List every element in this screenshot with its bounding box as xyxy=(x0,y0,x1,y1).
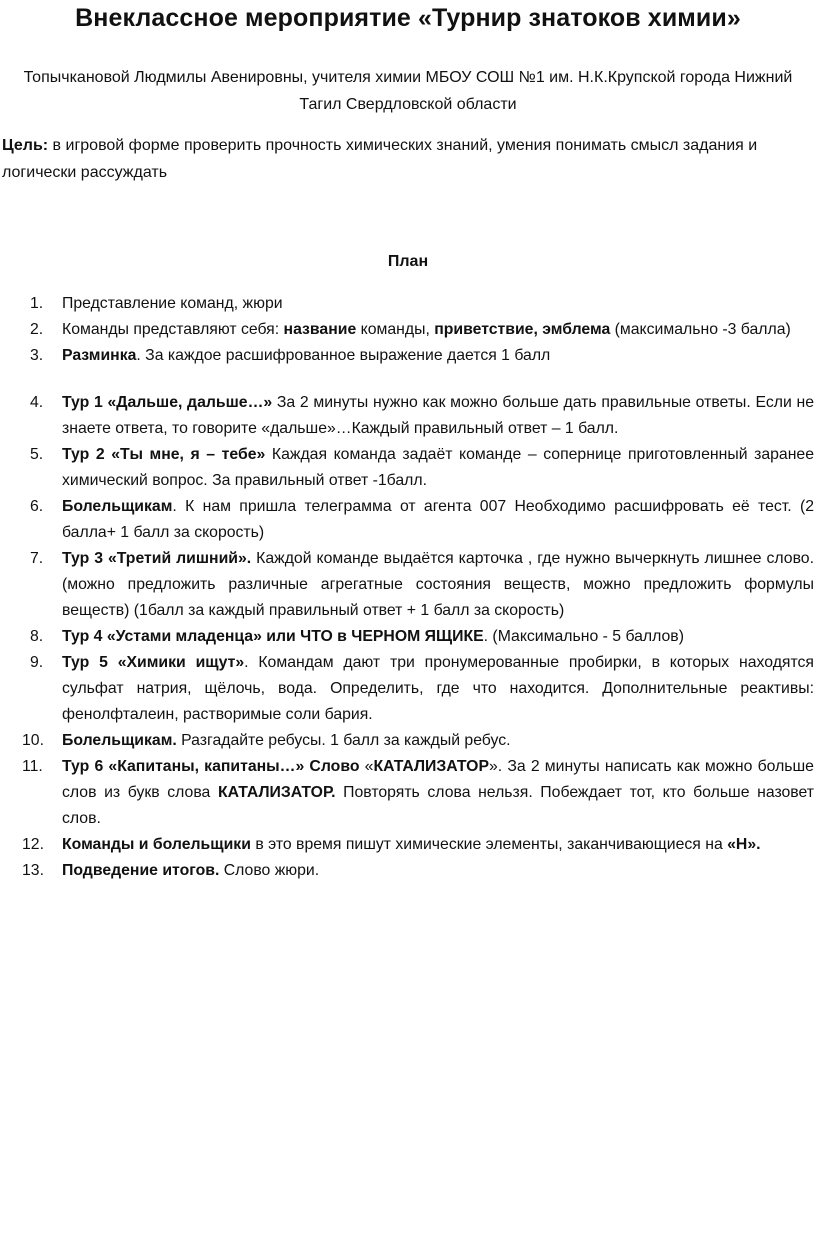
plan-item-number: 1. xyxy=(30,295,44,312)
plan-item-number: 10. xyxy=(22,732,44,749)
document-title: Внеклассное мероприятие «Турнир знатоков химии» xyxy=(75,4,741,32)
plan-item-text: Слово жюри. xyxy=(219,862,320,879)
plan-item xyxy=(0,832,814,858)
plan-list xyxy=(0,291,816,884)
plan-item-text: ». За 2 минуты написать как можно больше слов из букв слова xyxy=(62,758,814,801)
plan-item-text: команды, xyxy=(356,321,435,338)
plan-item-number: 8. xyxy=(30,628,44,645)
plan-item-bold-text: название xyxy=(283,321,357,338)
plan-item-bold-text: Тур 5 «Химики ищут» xyxy=(62,654,245,671)
plan-item-text: . Командам дают три пронумерованные пробирки, в которых находятся сульфат натрия, щёлочь, вода. Определить, где что находится. Дополнительные реактивы: фенолфталеин, растворимые соли бария. xyxy=(62,654,814,723)
plan-item-number: 7. xyxy=(30,550,44,567)
plan-item xyxy=(0,650,814,728)
plan-item-bold-text: Болельщикам xyxy=(62,498,173,515)
plan-item-bold-text: Подведение итогов. xyxy=(62,862,220,879)
plan-item-bold-text: КАТАЛИЗАТОР. xyxy=(217,784,336,801)
goal-paragraph xyxy=(2,132,797,186)
plan-item-text: . (Максимально - 5 баллов) xyxy=(483,628,684,645)
plan-item-text: Команды представляют себя: xyxy=(62,321,284,338)
plan-spacer xyxy=(0,369,816,390)
plan-item-text: . За каждое расшифрованное выражение дается 1 балл xyxy=(136,347,551,364)
plan-item-text: Каждой команде выдаётся карточка , где нужно вычеркнуть лишнее слово. (можно предложить различные агрегатные состояния веществ, можно предложить формулы веществ) (1балл за каждый правильный ответ + 1 балл за скорость) xyxy=(62,550,814,619)
plan-item xyxy=(0,390,814,442)
plan-item-text: За 2 минуты нужно как можно больше дать правильные ответы. Если не знаете ответа, то говорите «дальше»…Каждый правильный ответ – 1 балл. xyxy=(62,394,814,437)
plan-item-number: 12. xyxy=(22,836,44,853)
plan-item xyxy=(0,442,814,494)
plan-item-text: Каждая команда задаёт команде – сопернице приготовленный заранее химический вопрос. За правильный ответ -1балл. xyxy=(62,446,814,489)
plan-item xyxy=(0,858,814,884)
plan-item-bold-text: «Н». xyxy=(727,836,761,853)
plan-item-bold-text: Тур 3 «Третий лишний». xyxy=(62,550,252,567)
plan-item-number: 9. xyxy=(30,654,44,671)
plan-item-bold-text: Тур 6 «Капитаны, капитаны…» Слово xyxy=(62,758,360,775)
plan-item-bold-text: Тур 1 «Дальше, дальше…» xyxy=(62,394,273,411)
plan-item-text: « xyxy=(359,758,374,775)
plan-item-bold-text: Разминка xyxy=(62,347,137,364)
goal-label: Цель: xyxy=(2,137,49,154)
plan-item-text: . К нам пришла телеграмма от агента 007 Необходимо расшифровать её тест. (2 балла+ 1 балл за скорость) xyxy=(62,498,814,541)
plan-item-text: Разгадайте ребусы. 1 балл за каждый ребус. xyxy=(176,732,511,749)
plan-item-number: 4. xyxy=(30,394,44,411)
plan-item-bold-text: Тур 2 «Ты мне, я – тебе» xyxy=(62,446,266,463)
plan-item xyxy=(0,343,814,369)
plan-item xyxy=(0,546,814,624)
plan-item-text: Представление команд, жюри xyxy=(62,295,283,312)
plan-item-bold-text: Тур 4 «Устами младенца» или ЧТО в ЧЕРНОМ ЯЩИКЕ xyxy=(62,628,484,645)
plan-item xyxy=(0,317,814,343)
plan-item xyxy=(0,624,814,650)
plan-heading: План xyxy=(387,253,429,270)
plan-item-bold-text: приветствие, эмблема xyxy=(434,321,611,338)
plan-item xyxy=(0,291,814,317)
plan-item xyxy=(0,754,814,832)
plan-item-number: 11. xyxy=(22,758,43,775)
plan-item-number: 13. xyxy=(22,862,44,879)
author-line: Топычкановой Людмилы Авенировны, учителя химии МБОУ СОШ №1 им. Н.К.Крупской города Нижний Тагил Свердловской области xyxy=(23,69,793,113)
plan-item-number: 2. xyxy=(30,321,44,338)
plan-item xyxy=(0,728,814,754)
plan-item-bold-text: КАТАЛИЗАТОР xyxy=(373,758,489,775)
goal-text: в игровой форме проверить прочность химических знаний, умения понимать смысл задания и логически рассуждать xyxy=(2,137,758,181)
plan-item-bold-text: Команды и болельщики xyxy=(62,836,251,853)
plan-item-bold-text: Болельщикам. xyxy=(62,732,177,749)
plan-item xyxy=(0,494,814,546)
plan-item-text: (максимально -3 балла) xyxy=(610,321,791,338)
plan-item-number: 6. xyxy=(30,498,44,515)
plan-item-number: 5. xyxy=(30,446,44,463)
plan-item-text: в это время пишут химические элементы, заканчивающиеся на xyxy=(250,836,728,853)
plan-item-text: Повторять слова нельзя. Побеждает тот, кто больше назовет слов. xyxy=(62,784,815,827)
plan-item-number: 3. xyxy=(30,347,44,364)
